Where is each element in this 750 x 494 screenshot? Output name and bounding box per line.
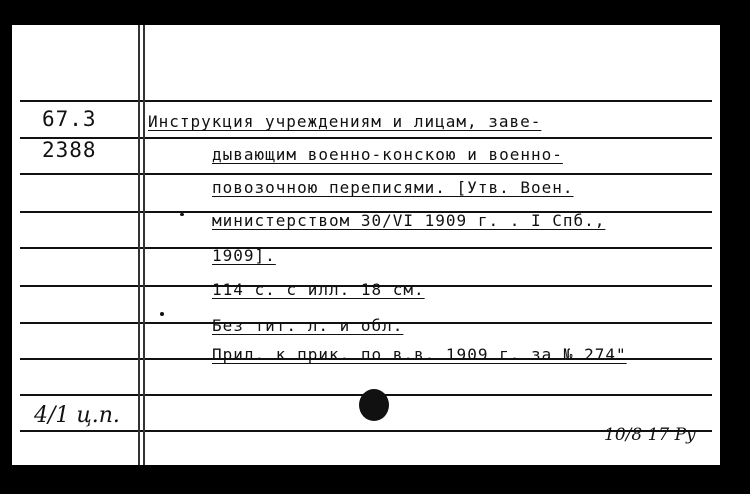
- margin-note: 4/1 ц.п.: [34, 403, 120, 428]
- card-line-4: министерством 30/VI 1909 г. . I Спб.,: [212, 211, 606, 230]
- call-number-top: 67.3: [42, 107, 97, 131]
- card-line-7: Без тит. л. и обл.: [212, 316, 404, 335]
- ruled-line: [20, 173, 712, 175]
- card-line-8: Прил. к прик. по в.в. 1909 г. за № 274": [212, 345, 627, 364]
- card-line-3: повозочною переписями. [Утв. Воен.: [212, 178, 574, 197]
- stray-mark: [160, 312, 164, 316]
- catalog-card: [12, 25, 720, 465]
- ruled-line: [20, 137, 712, 139]
- ruled-line: [20, 100, 712, 102]
- ruled-line: [20, 247, 712, 249]
- card-line-1: Инструкция учреждениям и лицам, заве-: [148, 112, 542, 131]
- bottom-note: 10/8 17 Ру: [604, 425, 696, 445]
- card-line-5: 1909].: [212, 246, 276, 265]
- margin-line: [138, 25, 140, 465]
- margin-line: [143, 25, 145, 465]
- punch-hole: [359, 389, 389, 421]
- stray-mark: [180, 213, 184, 216]
- card-line-2: дывающим военно-конскою и военно-: [212, 145, 563, 164]
- call-number-bottom: 2388: [42, 138, 97, 162]
- card-line-6: 114 с. с илл. 18 см.: [212, 280, 425, 299]
